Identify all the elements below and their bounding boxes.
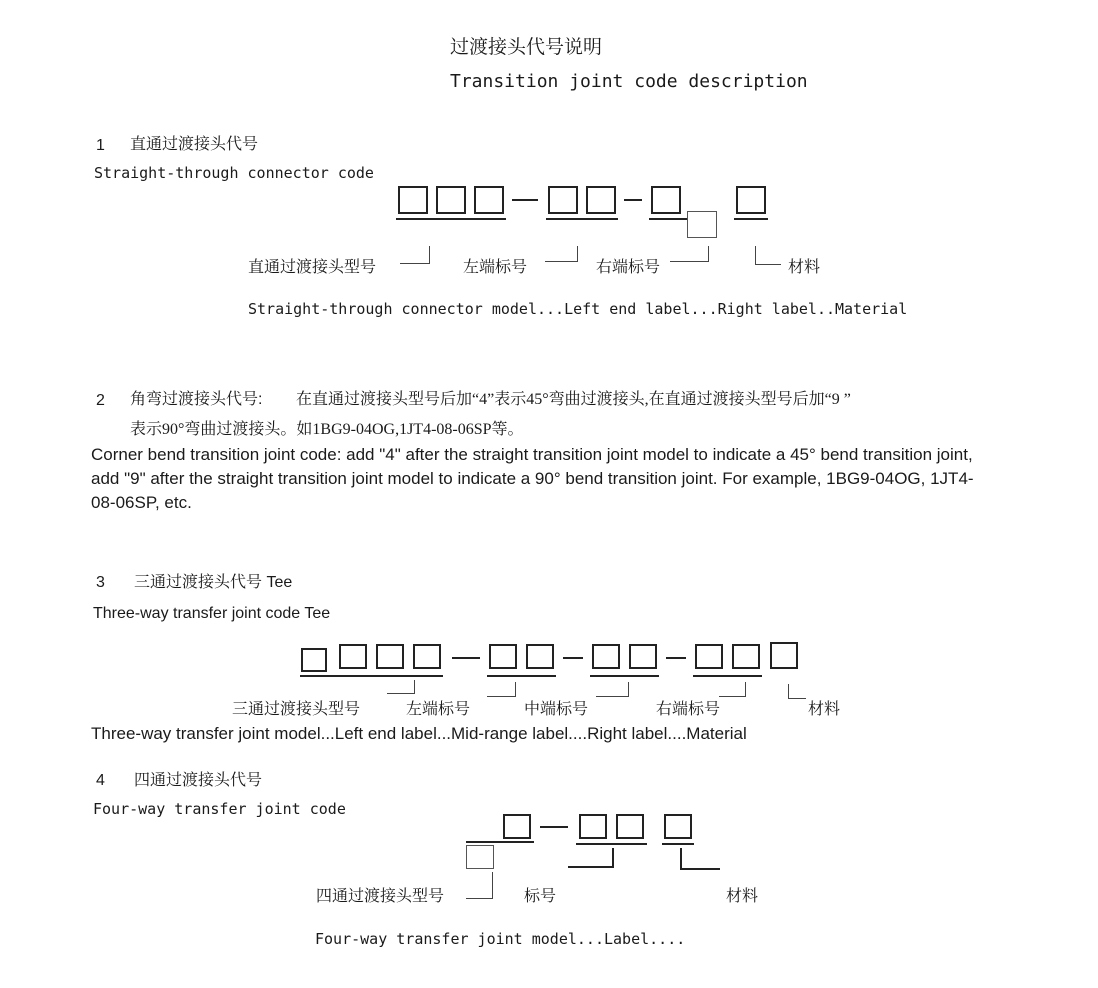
code-box [579, 814, 607, 839]
code-box [629, 644, 657, 669]
leader-line [680, 848, 682, 870]
leader-line [755, 246, 756, 264]
leader-line [596, 696, 629, 697]
leader-line [387, 693, 415, 694]
code-box [586, 186, 616, 214]
separator-dash [624, 199, 642, 201]
underline [546, 218, 618, 220]
separator-dash [512, 199, 538, 201]
code-box [398, 186, 428, 214]
leader-line [708, 246, 709, 261]
section3-label-model: 三通过渡接头型号 [232, 701, 361, 718]
code-box [548, 186, 578, 214]
leader-line [492, 872, 493, 898]
section2-body-en-3: 08-06SP, etc. [91, 493, 192, 512]
underline [590, 675, 659, 677]
leader-line [515, 682, 516, 696]
separator-dash [563, 657, 583, 659]
code-box [651, 186, 681, 214]
leader-line [788, 698, 806, 699]
underline [576, 843, 647, 845]
leader-line [788, 684, 789, 698]
section4-heading-en: Four-way transfer joint code [93, 800, 346, 818]
leader-line [487, 696, 516, 697]
section3-heading: 三通过渡接头代号 Tee [134, 574, 293, 591]
code-box [489, 644, 517, 669]
code-box [695, 644, 723, 669]
code-box [413, 644, 441, 669]
leader-line [670, 261, 709, 262]
leader-line [680, 868, 720, 870]
section2-heading: 角弯过渡接头代号: [130, 391, 263, 408]
section4-heading: 四通过渡接头代号 [134, 772, 263, 789]
underline [300, 675, 443, 677]
leader-line [400, 263, 430, 264]
section3-label-left: 左端标号 [406, 701, 471, 718]
code-box [436, 186, 466, 214]
leader-line [755, 264, 781, 265]
section1-heading-en: Straight-through connector code [94, 164, 374, 182]
section1-label-left: 左端标号 [463, 259, 528, 276]
code-box [664, 814, 692, 839]
leader-line [466, 898, 493, 899]
underline [466, 841, 534, 843]
code-box [376, 644, 404, 669]
leader-line [545, 261, 578, 262]
section1-caption: Straight-through connector model...Left end label...Right label..Material [248, 300, 908, 318]
section3-label-mid: 中端标号 [524, 701, 589, 718]
underline [662, 843, 694, 845]
section4-label-material: 材料 [726, 888, 759, 905]
model-box [466, 845, 494, 869]
leader-line [745, 682, 746, 696]
section3-caption: Three-way transfer joint model...Left end label...Mid-range label....Right label....Material [91, 724, 747, 743]
section4-label-label: 标号 [524, 888, 557, 905]
section1-label-right: 右端标号 [596, 259, 661, 276]
code-box [770, 642, 798, 669]
section2-body-zh-1: 在直通过渡接头型号后加“4”表示45°弯曲过渡接头,在直通过渡接头型号后加“9 ” [296, 391, 851, 408]
leader-line [612, 848, 614, 868]
section3-heading-en: Three-way transfer joint code Tee [93, 605, 331, 622]
section4-label-model: 四通过渡接头型号 [316, 888, 445, 905]
page-title: 过渡接头代号说明 [450, 37, 603, 58]
section4-caption: Four-way transfer joint model...Label.... [315, 930, 686, 948]
section1-label-material: 材料 [788, 259, 821, 276]
section3-number: 3 [96, 574, 105, 591]
code-box [301, 648, 327, 672]
code-box [474, 186, 504, 214]
code-box [339, 644, 367, 669]
section1-number: 1 [96, 137, 105, 154]
code-box [526, 644, 554, 669]
material-box [687, 211, 717, 238]
code-box [616, 814, 644, 839]
underline [396, 218, 506, 220]
leader-line [429, 246, 430, 263]
underline [693, 675, 762, 677]
section2-body-en-1: Corner bend transition joint code: add "4" after the straight transition joint model to indicate a 45° bend transition joint, [91, 445, 973, 464]
section4-number: 4 [96, 772, 105, 789]
leader-line [628, 682, 629, 696]
separator-dash [540, 826, 568, 828]
leader-line [414, 680, 415, 693]
leader-line [719, 696, 746, 697]
section3-label-right: 右端标号 [656, 701, 721, 718]
code-box [732, 644, 760, 669]
code-box [592, 644, 620, 669]
separator-dash [452, 657, 480, 659]
section2-body-zh-2: 表示90°弯曲过渡接头。如1BG9-04OG,1JT4-08-06SP等。 [130, 421, 524, 438]
section1-label-model: 直通过渡接头型号 [248, 259, 377, 276]
section2-body-en-2: add "9" after the straight transition joint model to indicate a 90° bend transition joint. For example, 1BG9-04OG, 1JT4- [91, 469, 974, 488]
leader-line [568, 866, 614, 868]
underline [734, 218, 768, 220]
code-box [736, 186, 766, 214]
section1-heading: 直通过渡接头代号 [130, 136, 259, 153]
section2-number: 2 [96, 392, 105, 409]
section3-label-material: 材料 [808, 701, 841, 718]
underline [487, 675, 556, 677]
page-subtitle: Transition joint code description [450, 71, 808, 92]
code-box [503, 814, 531, 839]
separator-dash [666, 657, 686, 659]
leader-line [577, 246, 578, 261]
